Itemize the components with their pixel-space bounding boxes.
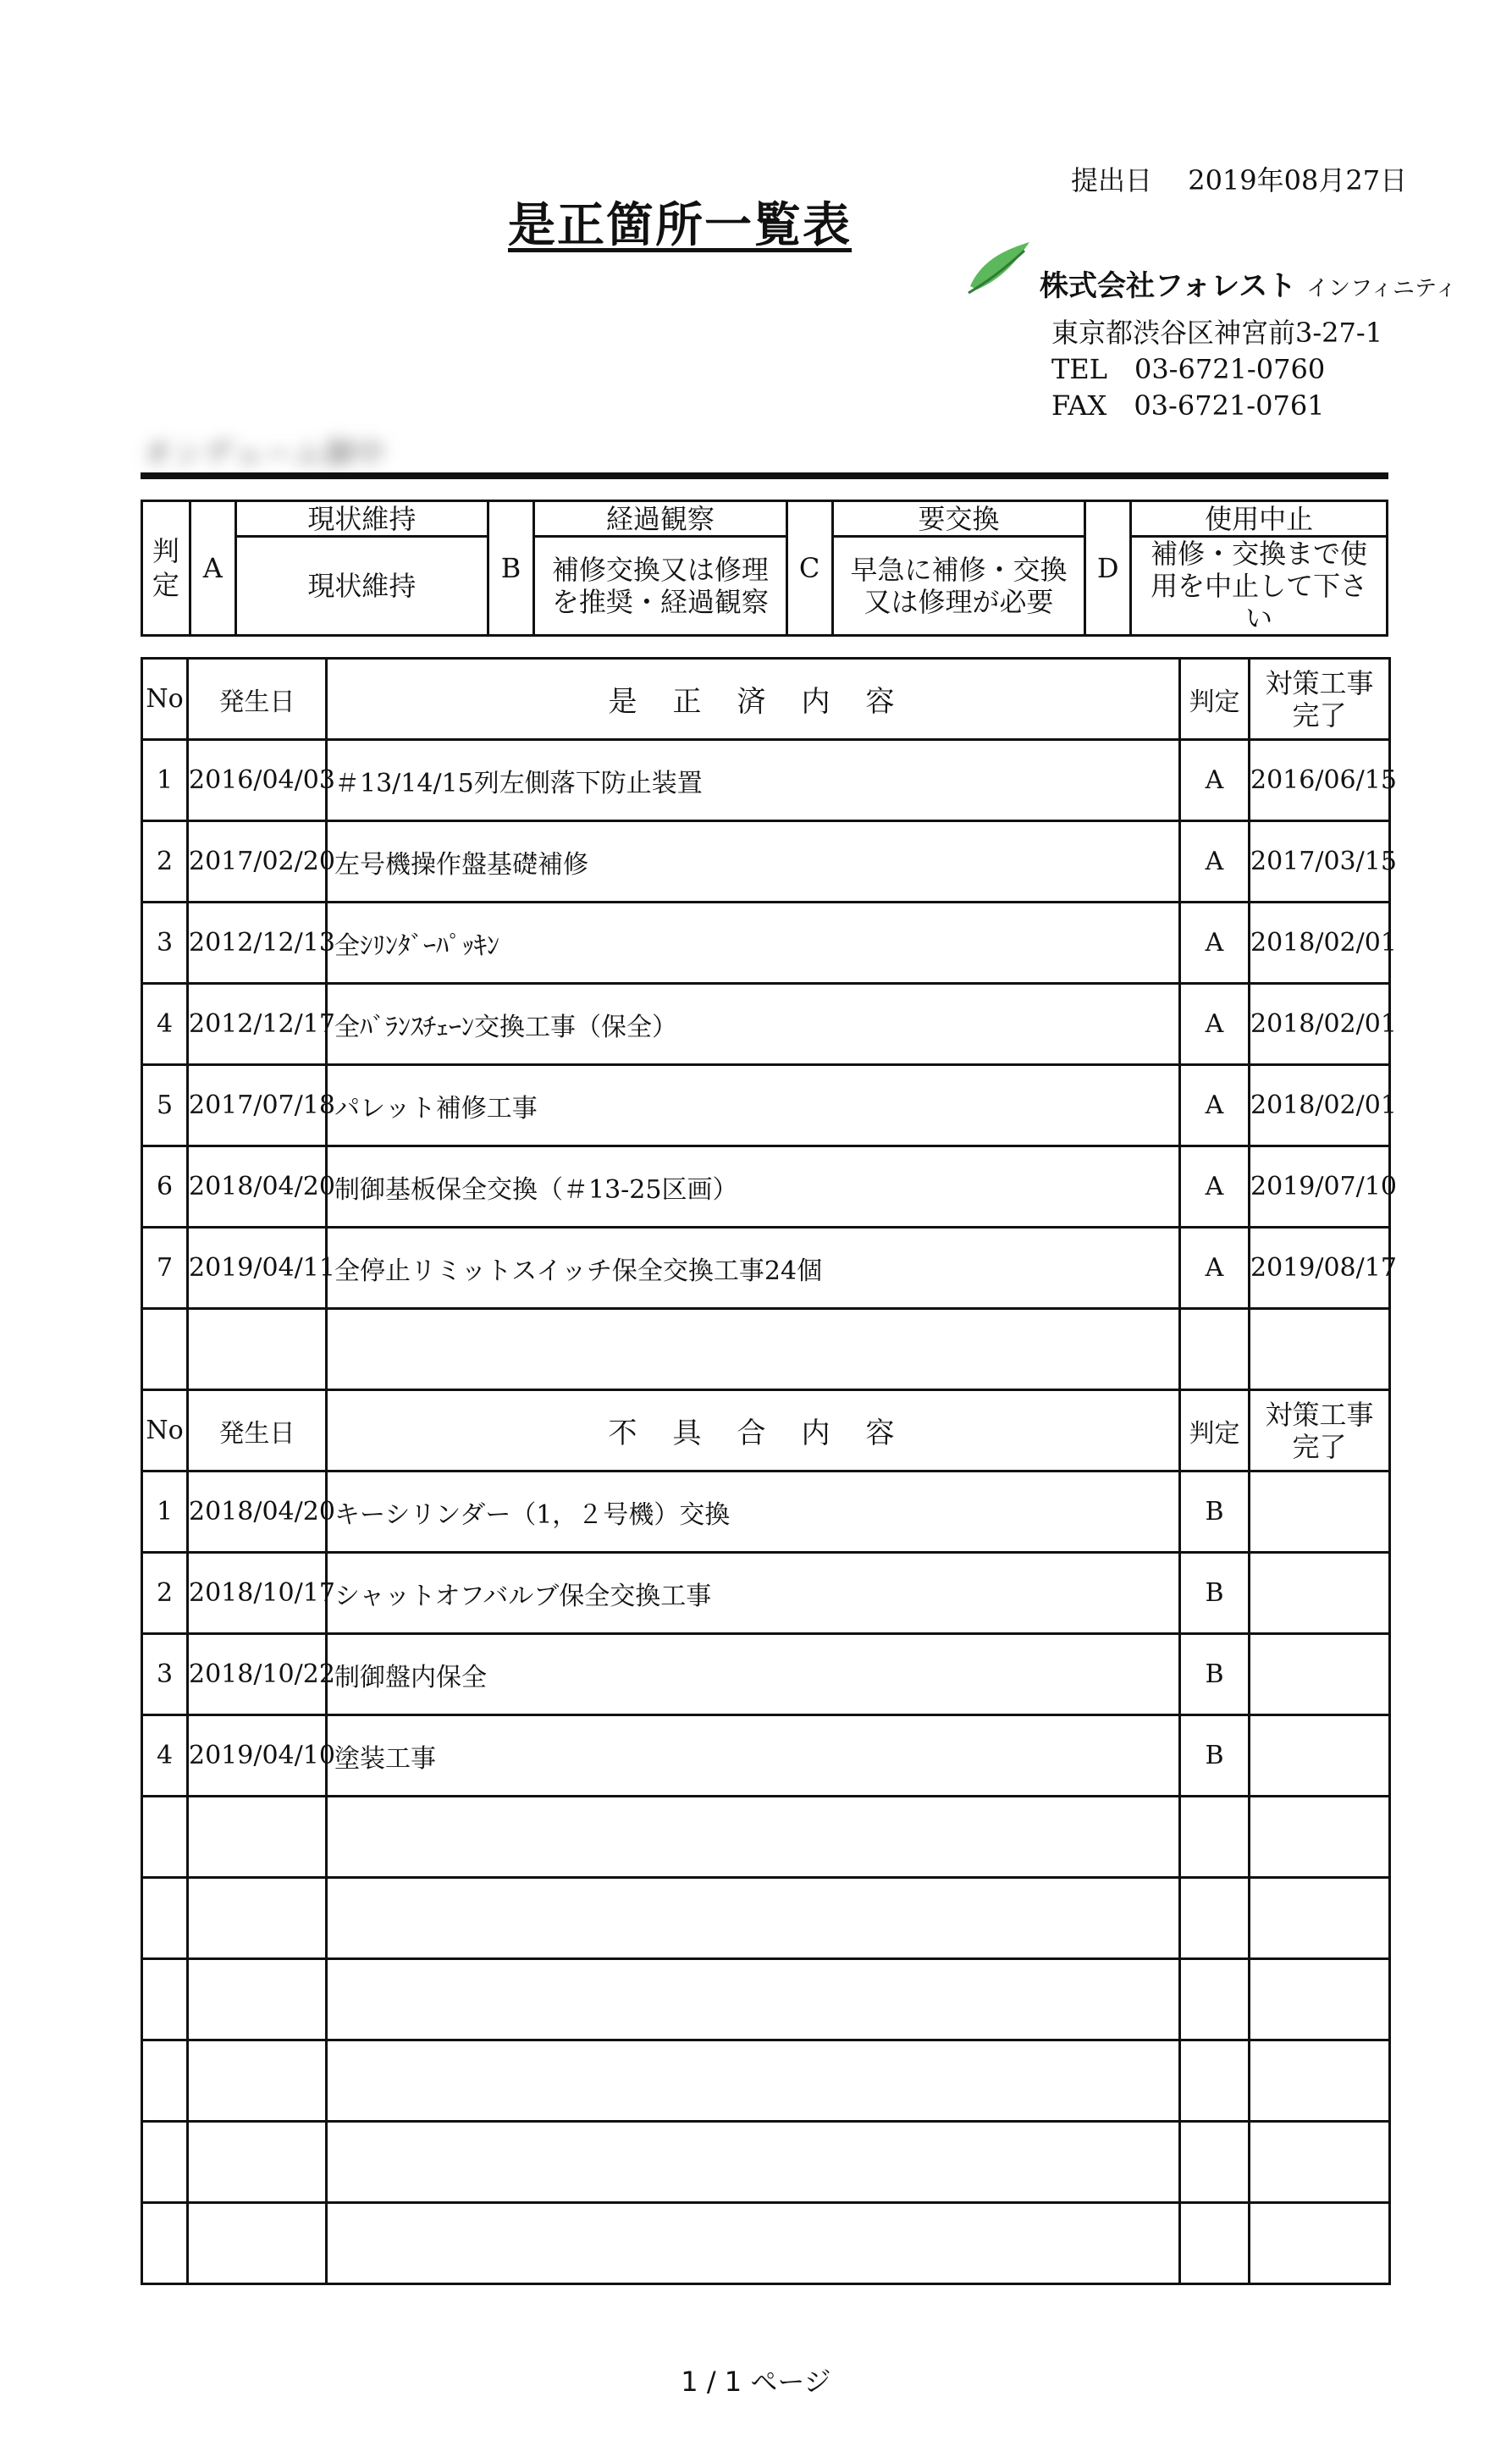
row-done xyxy=(1250,1634,1390,1715)
row-judge: B xyxy=(1180,1715,1250,1797)
table-row xyxy=(142,1634,1390,1715)
address-tel: TEL 03-6721-0760 xyxy=(1051,353,1326,385)
page-title: 是正箇所一覧表 xyxy=(508,197,852,253)
table-row xyxy=(142,1471,1390,1553)
legend-code-b: B xyxy=(488,501,534,636)
row-date: 2017/07/18 xyxy=(188,1065,327,1146)
row-no: 2 xyxy=(142,1553,188,1634)
row-no: 1 xyxy=(142,1471,188,1553)
row-done: 2018/02/01 xyxy=(1250,984,1390,1065)
empty-cell xyxy=(327,2122,1180,2203)
legend-title-b: 経過観察 xyxy=(533,501,786,537)
empty-cell xyxy=(1180,1878,1250,1959)
legend-title-d: 使用中止 xyxy=(1131,501,1388,537)
row-date: 2016/04/03 xyxy=(188,740,327,821)
correction-table xyxy=(141,657,1397,2285)
header-no: No xyxy=(142,1390,188,1471)
empty-cell xyxy=(327,1309,1180,1390)
legend-desc-d: 補修・交換まで使用を中止して下さい xyxy=(1131,537,1388,636)
row-judge: B xyxy=(1180,1634,1250,1715)
empty-cell xyxy=(188,1797,327,1878)
row-judge: A xyxy=(1180,1146,1250,1228)
empty-cell xyxy=(142,1309,188,1390)
header-no: No xyxy=(142,659,188,740)
table-row xyxy=(142,1065,1390,1146)
row-no: 4 xyxy=(142,1715,188,1797)
empty-row xyxy=(142,2122,1390,2203)
row-done: 2018/02/01 xyxy=(1250,903,1390,984)
table-row xyxy=(142,821,1390,903)
empty-row xyxy=(142,2040,1390,2122)
empty-cell xyxy=(142,1797,188,1878)
empty-cell xyxy=(327,1797,1180,1878)
empty-cell xyxy=(142,1878,188,1959)
row-date: 2018/04/20 xyxy=(188,1471,327,1553)
submission-label: 提出日 xyxy=(1071,164,1153,196)
empty-cell xyxy=(1180,1959,1250,2040)
empty-row xyxy=(142,2203,1390,2284)
company-address xyxy=(1051,315,1382,424)
table-row xyxy=(142,1228,1390,1309)
table-row xyxy=(142,1146,1390,1228)
row-judge: B xyxy=(1180,1553,1250,1634)
empty-cell xyxy=(142,2122,188,2203)
row-content: シャットオフバルブ保全交換工事 xyxy=(327,1553,1180,1634)
row-date: 2017/02/20 xyxy=(188,821,327,903)
empty-cell xyxy=(1250,1309,1390,1390)
row-done: 2018/02/01 xyxy=(1250,1065,1390,1146)
row-judge: A xyxy=(1180,1228,1250,1309)
legend-title-c: 要交換 xyxy=(832,501,1085,537)
row-date: 2012/12/13 xyxy=(188,903,327,984)
judgment-legend xyxy=(141,500,1388,637)
legend-code-d: D xyxy=(1085,501,1131,636)
row-judge: A xyxy=(1180,821,1250,903)
row-date: 2018/10/17 xyxy=(188,1553,327,1634)
row-content: 制御盤内保全 xyxy=(327,1634,1180,1715)
row-judge: A xyxy=(1180,903,1250,984)
row-no: 5 xyxy=(142,1065,188,1146)
corrected-heading: 是 正 済 内 容 xyxy=(327,659,1180,740)
defects-header-row xyxy=(142,1390,1390,1471)
row-content: 全停止リミットスイッチ保全交換工事24個 xyxy=(327,1228,1180,1309)
row-judge: B xyxy=(1180,1471,1250,1553)
legend-desc-b: 補修交換又は修理を推奨・経過観察 xyxy=(533,537,786,636)
empty-row xyxy=(142,1797,1390,1878)
header-date: 発生日 xyxy=(188,659,327,740)
address-line: 東京都渋谷区神宮前3-27-1 xyxy=(1051,317,1383,349)
empty-cell xyxy=(142,2040,188,2122)
empty-cell xyxy=(188,2040,327,2122)
legend-desc-c: 早急に補修・交換又は修理が必要 xyxy=(832,537,1085,636)
empty-row xyxy=(142,1959,1390,2040)
row-done: 2019/08/17 xyxy=(1250,1228,1390,1309)
company-name-main: 株式会社フォレスト xyxy=(1040,269,1297,303)
empty-cell xyxy=(1180,2122,1250,2203)
row-no: 7 xyxy=(142,1228,188,1309)
empty-cell xyxy=(1180,1309,1250,1390)
row-content: 左号機操作盤基礎補修 xyxy=(327,821,1180,903)
row-no: 3 xyxy=(142,1634,188,1715)
row-date: 2018/10/22 xyxy=(188,1634,327,1715)
row-judge: A xyxy=(1180,740,1250,821)
row-content: キーシリンダー（1，２号機）交換 xyxy=(327,1471,1180,1553)
row-date: 2012/12/17 xyxy=(188,984,327,1065)
address-fax: FAX 03-6721-0761 xyxy=(1051,389,1325,422)
empty-cell xyxy=(188,2122,327,2203)
empty-cell xyxy=(1180,2040,1250,2122)
row-done: 2017/03/15 xyxy=(1250,821,1390,903)
legend-desc-a: 現状維持 xyxy=(235,537,488,636)
row-no: 4 xyxy=(142,984,188,1065)
header-divider xyxy=(141,472,1388,479)
legend-code-c: C xyxy=(786,501,832,636)
empty-cell xyxy=(327,1959,1180,2040)
company-logo xyxy=(965,234,1457,303)
row-judge: A xyxy=(1180,984,1250,1065)
row-no: 1 xyxy=(142,740,188,821)
row-date: 2019/04/10 xyxy=(188,1715,327,1797)
empty-cell xyxy=(188,1309,327,1390)
table-row xyxy=(142,1715,1390,1797)
row-done xyxy=(1250,1715,1390,1797)
row-content: 全ｼﾘﾝﾀﾞｰﾊﾟｯｷﾝ xyxy=(327,903,1180,984)
corrected-header-row xyxy=(142,659,1390,740)
table-row xyxy=(142,984,1390,1065)
defects-heading: 不 具 合 内 容 xyxy=(327,1390,1180,1471)
row-done: 2016/06/15 xyxy=(1250,740,1390,821)
row-content: 制御基板保全交換（＃13-25区画） xyxy=(327,1146,1180,1228)
table-row xyxy=(142,1553,1390,1634)
empty-row xyxy=(142,1878,1390,1959)
table-row xyxy=(142,903,1390,984)
empty-cell xyxy=(142,2203,188,2284)
leaf-logo-icon xyxy=(965,234,1033,301)
recipient-name: オンデューム御中 xyxy=(142,437,385,472)
legend-label: 判定 xyxy=(142,501,190,636)
row-no: 3 xyxy=(142,903,188,984)
header-judge: 判定 xyxy=(1180,1390,1250,1471)
empty-cell xyxy=(1180,2203,1250,2284)
empty-cell xyxy=(1250,2203,1390,2284)
empty-cell xyxy=(327,2203,1180,2284)
empty-cell xyxy=(188,2203,327,2284)
row-date: 2019/04/11 xyxy=(188,1228,327,1309)
empty-cell xyxy=(1250,1878,1390,1959)
submission-value: 2019年08月27日 xyxy=(1188,164,1408,196)
header-done: 対策工事完了 xyxy=(1250,659,1390,740)
row-content: 塗装工事 xyxy=(327,1715,1180,1797)
empty-cell xyxy=(1180,1797,1250,1878)
header-date: 発生日 xyxy=(188,1390,327,1471)
empty-cell xyxy=(142,1959,188,2040)
row-no: 6 xyxy=(142,1146,188,1228)
table-row xyxy=(142,740,1390,821)
empty-cell xyxy=(1250,1959,1390,2040)
legend-title-a: 現状維持 xyxy=(235,501,488,537)
empty-cell xyxy=(327,1878,1180,1959)
row-date: 2018/04/20 xyxy=(188,1146,327,1228)
empty-cell xyxy=(1250,2122,1390,2203)
empty-cell xyxy=(1250,2040,1390,2122)
empty-cell xyxy=(1250,1797,1390,1878)
row-done: 2019/07/10 xyxy=(1250,1146,1390,1228)
row-content: ＃13/14/15列左側落下防止装置 xyxy=(327,740,1180,821)
legend-code-a: A xyxy=(190,501,235,636)
empty-cell xyxy=(327,2040,1180,2122)
row-done xyxy=(1250,1553,1390,1634)
company-name xyxy=(1040,262,1457,304)
submission-date xyxy=(1071,159,1443,198)
header-done: 対策工事完了 xyxy=(1250,1390,1390,1471)
empty-cell xyxy=(188,1959,327,2040)
header-judge: 判定 xyxy=(1180,659,1250,740)
empty-cell xyxy=(188,1878,327,1959)
company-name-suffix: インフィニティ xyxy=(1306,276,1457,301)
row-judge: A xyxy=(1180,1065,1250,1146)
row-no: 2 xyxy=(142,821,188,903)
row-content: 全ﾊﾞﾗﾝｽﾁｪｰﾝ交換工事（保全） xyxy=(327,984,1180,1065)
row-done xyxy=(1250,1471,1390,1553)
empty-row xyxy=(142,1309,1390,1390)
page-number: 1 / 1 ページ xyxy=(681,2366,831,2398)
row-content: パレット補修工事 xyxy=(327,1065,1180,1146)
